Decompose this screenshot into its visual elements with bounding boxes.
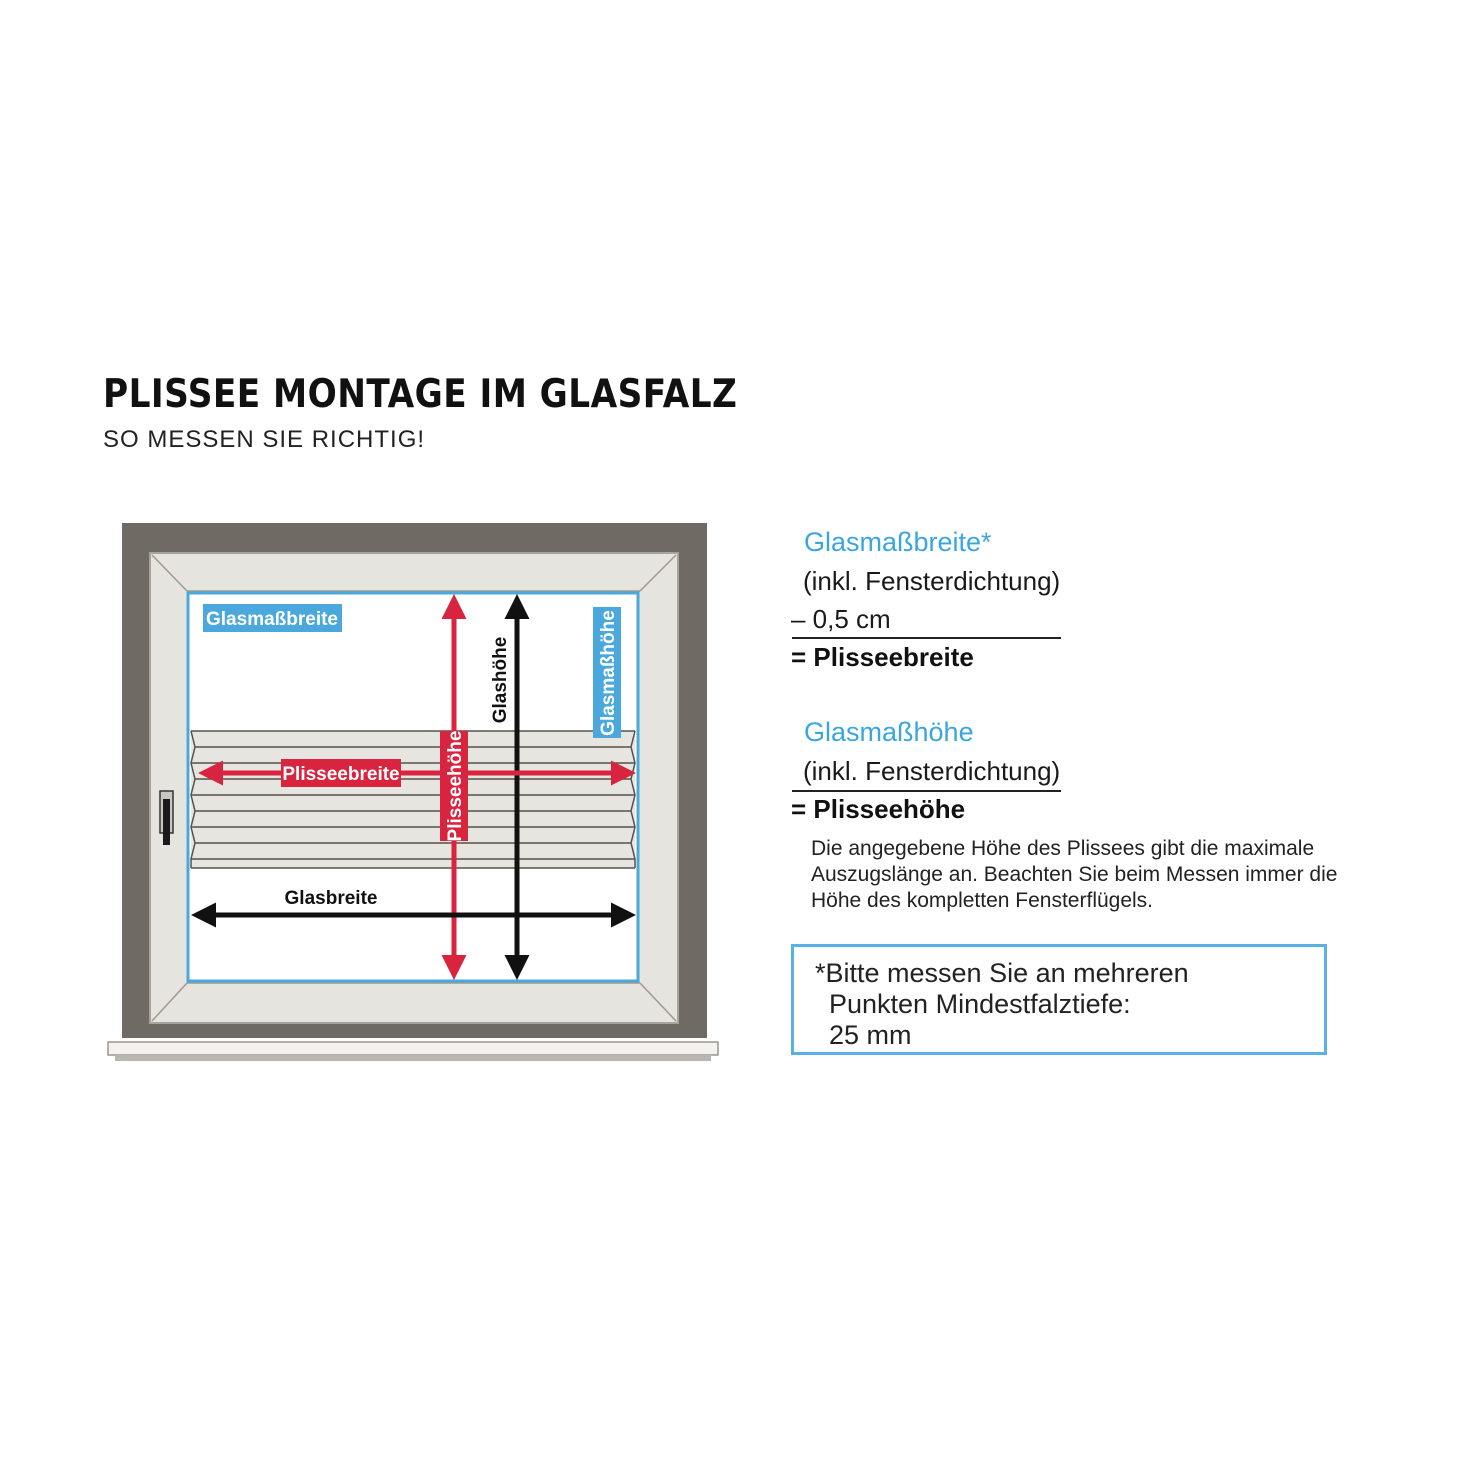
glasmassbreite-label: Glasmaßbreite (206, 609, 338, 630)
pleated-blind (191, 731, 635, 868)
width-formula-line1: (inkl. Fensterdichtung) (803, 566, 1061, 596)
description-line: Auszugslänge an. Beachten Sie beim Messen immer die (811, 863, 1338, 886)
window-measurement-diagram (100, 515, 725, 1070)
note-line: Punkten Mindestfalztiefe: (829, 989, 1131, 1019)
width-formula-rule (792, 637, 1061, 639)
width-formula-heading: Glasmaßbreite* (804, 527, 992, 557)
height-description (811, 836, 1411, 914)
description-line: Höhe des kompletten Fensterflügels. (811, 889, 1154, 912)
page-title: PLISSEE MONTAGE IM GLASFALZ (103, 372, 738, 417)
page-subtitle: SO MESSEN SIE RICHTIG! (103, 426, 426, 453)
width-formula-line2: – 0,5 cm (791, 604, 891, 634)
height-formula-heading: Glasmaßhöhe (804, 717, 974, 747)
glasbreite-label: Glasbreite (284, 888, 378, 909)
width-formula-result: = Plisseebreite (791, 642, 974, 672)
height-formula-line1: (inkl. Fensterdichtung) (803, 756, 1061, 786)
plisseebreite-label: Plisseebreite (282, 764, 400, 785)
height-formula-rule (792, 790, 1061, 792)
plisseehoehe-label: Plisseehöhe (445, 730, 466, 842)
note-line: *Bitte messen Sie an mehreren (815, 958, 1189, 988)
note-line: 25 mm (829, 1020, 912, 1050)
description-line: Die angegebene Höhe des Plissees gibt die maximale (811, 837, 1315, 860)
glashoehe-label: Glashöhe (490, 636, 511, 724)
window-sill (108, 1042, 718, 1061)
measurement-note-box (791, 944, 1327, 1055)
glasmasshoehe-label: Glasmaßhöhe (598, 610, 619, 736)
height-formula-result: = Plisseehöhe (791, 794, 966, 824)
